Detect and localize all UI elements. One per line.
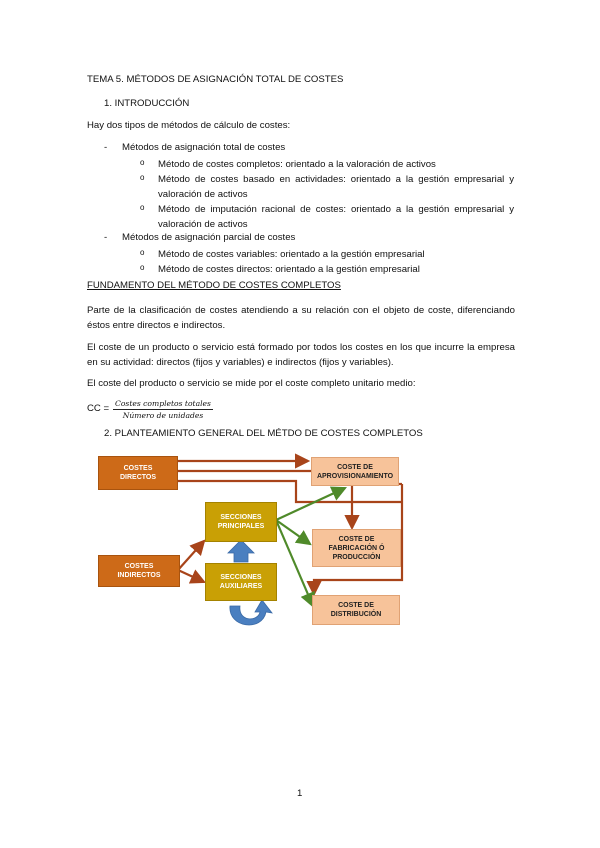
box-secciones-principales-label: SECCIONES PRINCIPALES (217, 514, 265, 530)
list-subitem: Método de costes completos: orientado a la valoración de activos (158, 159, 436, 170)
box-coste-distribucion-label: COSTE DE DISTRIBUCIÓN (330, 602, 382, 618)
list-subitem: Método de costes basado en actividades: orientado a la gestión empresarial y valoración de activos (158, 174, 514, 200)
section-heading-planteamiento: 2. PLANTEAMIENTO GENERAL DEL MÉTDO DE COSTES COMPLETOS (104, 428, 423, 439)
box-costes-directos (98, 456, 178, 490)
box-secciones-auxiliares (205, 563, 277, 601)
paragraph-coste-unitario: El coste del producto o servicio se mide por el coste completo unitario medio: (87, 378, 416, 389)
arrow-auxiliares-cycle (230, 600, 272, 625)
box-secciones-auxiliares-label: SECCIONES AUXILIARES (219, 574, 263, 590)
list-bullet: o (140, 203, 145, 212)
box-secciones-principales (205, 502, 277, 542)
box-coste-fabricacion-label: COSTE DE FABRICACIÓN Ó PRODUCCIÓN (328, 535, 385, 561)
list-item-asignacion-parcial: Métodos de asignación parcial de costes (122, 232, 296, 243)
arrow-principales-aprovisionamiento (276, 488, 345, 520)
fundamento-heading: FUNDAMENTO DEL MÉTODO DE COSTES COMPLETOS (87, 280, 341, 291)
intro-text: Hay dos tipos de métodos de cálculo de costes: (87, 120, 291, 131)
section-heading-introduccion: 1. INTRODUCCIÓN (104, 98, 190, 109)
box-costes-indirectos-label: COSTES INDIRECTOS (117, 563, 161, 579)
box-costes-indirectos (98, 555, 180, 587)
paragraph-coste-producto: El coste de un producto o servicio está formado por todos los costes en los que incurre la empresa en su actividad: directos (fijos y variables) e indirectos (fijos y variables). (87, 342, 515, 368)
formula-denominator: Número de unidades (122, 411, 204, 420)
box-coste-aprovisionamiento (311, 457, 399, 486)
list-dash: - (104, 232, 108, 243)
list-bullet: o (140, 158, 145, 167)
formula-lhs: CC = (87, 403, 110, 414)
box-coste-aprovisionamiento-label: COSTE DE APROVISIONAMIENTO (316, 463, 394, 480)
list-item-asignacion-total: Métodos de asignación total de costes (122, 142, 286, 153)
box-coste-fabricacion (312, 529, 401, 567)
arrow-indirectos-principales (178, 541, 204, 570)
list-bullet: o (140, 263, 145, 272)
arrow-auxiliares-principales (228, 540, 254, 562)
list-subitem: Método de imputación racional de costes: orientado a la gestión empresarial y valoración de activos (158, 204, 514, 230)
document-title: TEMA 5. MÉTODOS DE ASIGNACIÓN TOTAL DE COSTES (87, 74, 344, 85)
page-number: 1 (297, 788, 303, 799)
list-bullet: o (140, 173, 145, 182)
formula-numerator: Costes completos totales (115, 399, 211, 408)
arrow-indirectos-auxiliares (178, 570, 204, 582)
list-dash: - (104, 142, 108, 153)
paragraph-clasificacion: Parte de la clasificación de costes atendiendo a su relación con el objeto de coste, diferenciando éstos entre directos e indirectos. (87, 305, 515, 331)
list-subitem: Método de costes directos: orientado a la gestión empresarial (158, 264, 420, 275)
box-costes-directos-label: COSTES DIRECTOS (119, 465, 157, 481)
box-coste-distribucion (312, 595, 400, 625)
list-subitem: Método de costes variables: orientado a la gestión empresarial (158, 249, 425, 260)
list-bullet: o (140, 248, 145, 257)
